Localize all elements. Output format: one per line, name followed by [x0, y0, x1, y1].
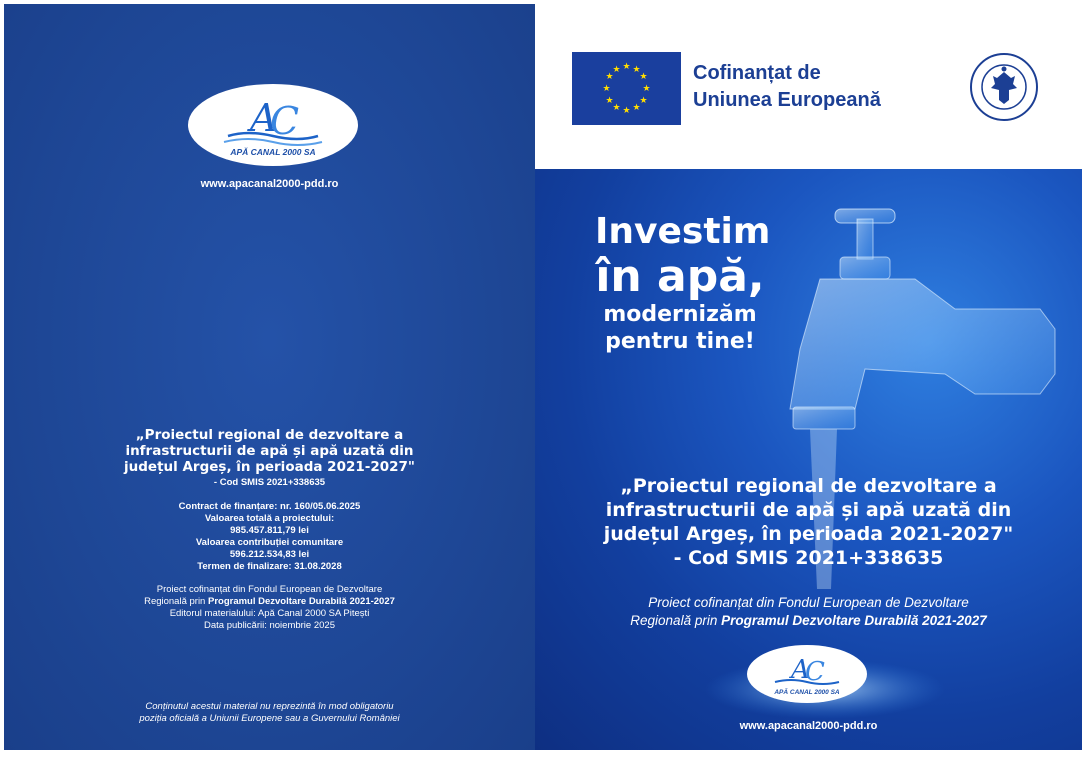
- project-title: [4, 427, 535, 475]
- headline-line2: în apă,: [595, 251, 765, 302]
- contract-line: 985.457.811,79 lei: [230, 525, 309, 536]
- project-title-main: [535, 474, 1082, 570]
- svg-text:★: ★: [602, 84, 611, 94]
- headline-line1: Investim: [595, 211, 771, 252]
- project-title-line: infrastructurii de apă și apă uzată din: [125, 443, 414, 459]
- cofinance-info: [4, 584, 535, 632]
- eu-text-line1: Cofinanțat de: [693, 62, 821, 84]
- eu-header: [535, 4, 1082, 169]
- svg-text:★: ★: [605, 96, 614, 106]
- eu-cofinance-text: [693, 60, 881, 114]
- apa-canal-logo-icon: [747, 645, 867, 703]
- contract-line: Valoarea contribuției comunitare: [195, 537, 344, 548]
- headline-line3: modernizăm: [603, 302, 757, 327]
- headline-line4: pentru tine!: [605, 329, 755, 354]
- cod-smis: - Cod SMIS 2021+338635: [213, 477, 326, 488]
- cofinance-line1: Proiect cofinanțat din Fondul European de Dezvoltare: [156, 584, 383, 595]
- svg-text:★: ★: [622, 62, 631, 72]
- contract-details: [4, 501, 535, 573]
- disclaimer: [4, 701, 535, 725]
- cofinance-prefix: Regională prin: [144, 596, 208, 607]
- project-title-line: județul Argeș, în perioada 2021-2027": [603, 523, 1014, 545]
- project-title-line: „Proiectul regional de dezvoltare a: [620, 475, 997, 497]
- cofinance-prefix: Regională prin: [630, 613, 722, 628]
- brochure-spread: [4, 4, 1082, 750]
- svg-text:★: ★: [622, 106, 631, 116]
- eu-text-line2: Uniunea Europeană: [693, 89, 881, 111]
- eu-flag-icon: [572, 52, 681, 125]
- svg-text:A: A: [250, 96, 278, 140]
- project-title-line: „Proiectul regional de dezvoltare a: [135, 427, 404, 443]
- svg-text:A: A: [791, 655, 810, 685]
- headline: [595, 211, 771, 356]
- logo-label: APĂ CANAL 2000 SA: [230, 147, 316, 157]
- svg-text:★: ★: [639, 72, 648, 82]
- editor-line: Editorul materialului: Apă Canal 2000 SA Pitești: [169, 608, 370, 619]
- svg-text:★: ★: [612, 103, 621, 113]
- logo-label: APĂ CANAL 2000 SA: [774, 689, 840, 696]
- disclaimer-line: Conținutul acestui material nu reprezintă în mod obligatoriu: [145, 701, 394, 712]
- svg-text:C: C: [270, 99, 300, 143]
- contract-line: Termen de finalizare: 31.08.2028: [197, 561, 342, 572]
- disclaimer-line: poziția oficială a Uniunii Europene sau a Guvernului României: [139, 713, 400, 724]
- svg-text:★: ★: [642, 84, 651, 94]
- project-title-line: județul Argeș, în perioada 2021-2027": [124, 459, 415, 475]
- cofinance-line2: [4, 596, 535, 608]
- svg-text:C: C: [805, 657, 825, 687]
- government-seal-icon: [969, 52, 1039, 122]
- front-cover-panel: [535, 4, 1082, 750]
- svg-text:★: ★: [612, 65, 621, 75]
- svg-text:★: ★: [632, 103, 641, 113]
- program-name: Programul Dezvoltare Durabilă 2021-2027: [721, 613, 987, 628]
- cofinance-line2: [535, 612, 1082, 630]
- contract-line: Contract de finanțare: nr. 160/05.06.2025: [178, 501, 361, 512]
- contract-line: 596.212.534,83 lei: [229, 549, 310, 560]
- project-title-line: infrastructurii de apă și apă uzată din: [605, 499, 1012, 521]
- program-name: Programul Dezvoltare Durabilă 2021-2027: [207, 596, 395, 607]
- svg-text:★: ★: [632, 65, 641, 75]
- svg-text:★: ★: [605, 72, 614, 82]
- contract-line: Valoarea totală a proiectului:: [204, 513, 335, 524]
- cofinance-subtitle: [535, 594, 1082, 630]
- apa-canal-logo-icon: [188, 84, 358, 166]
- svg-text:★: ★: [639, 96, 648, 106]
- project-title-line: - Cod SMIS 2021+338635: [673, 547, 944, 569]
- website-url[interactable]: www.apacanal2000-pdd.ro: [739, 720, 878, 732]
- publication-line: Data publicării: noiembrie 2025: [204, 620, 335, 631]
- back-cover-panel: [4, 4, 535, 750]
- website-url[interactable]: www.apacanal2000-pdd.ro: [200, 178, 339, 190]
- cofinance-line1: Proiect cofinanțat din Fondul European de Dezvoltare: [648, 595, 969, 610]
